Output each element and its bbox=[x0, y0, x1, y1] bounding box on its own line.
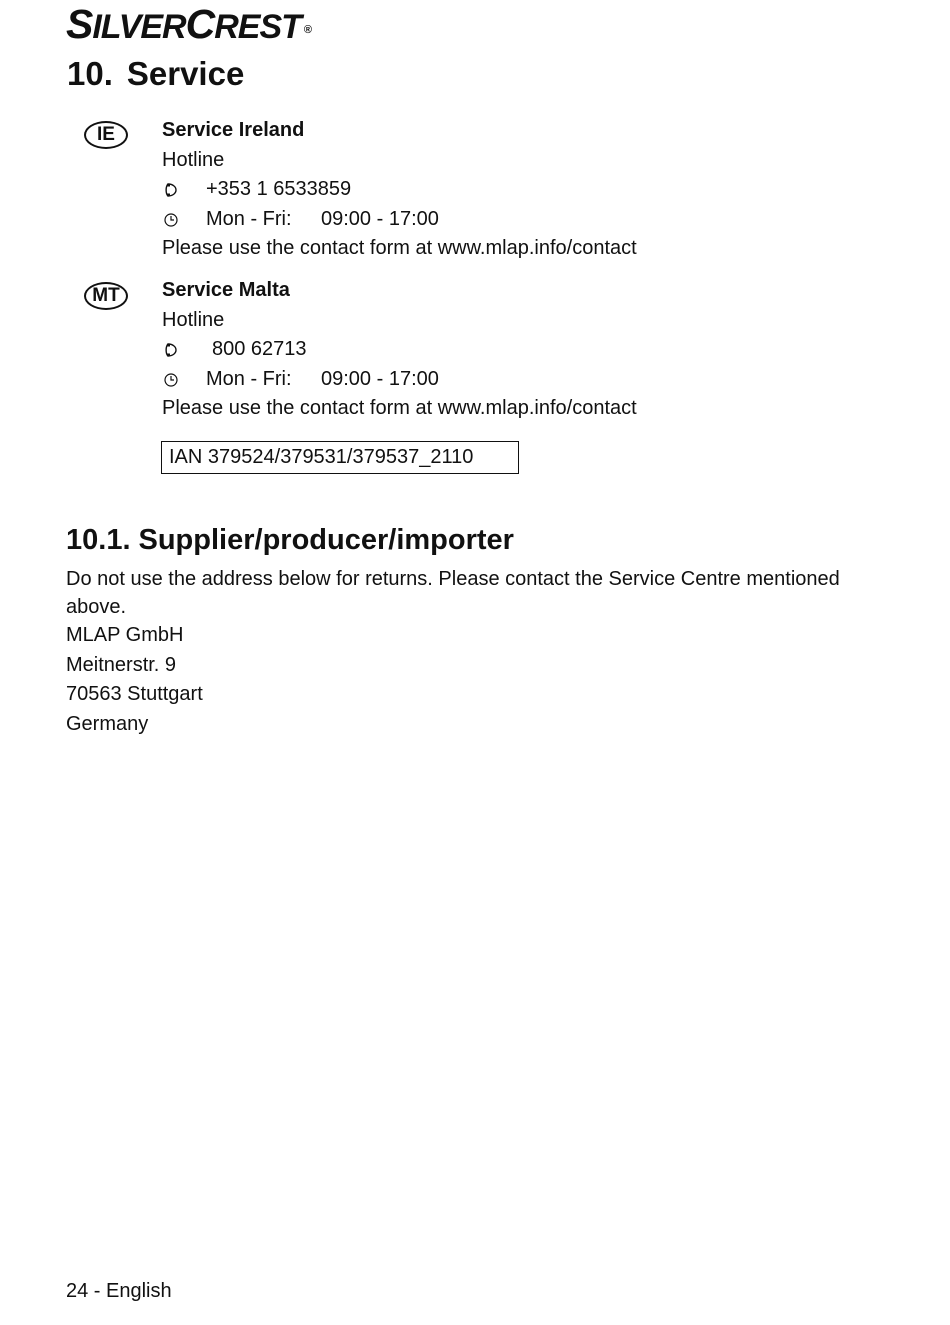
hours-row bbox=[162, 365, 637, 395]
section-heading bbox=[67, 54, 244, 94]
contact-note: Please use the contact form at www.mlap.info/contact bbox=[162, 237, 637, 259]
hotline-label: Hotline bbox=[162, 308, 225, 331]
registered-mark: ® bbox=[303, 24, 312, 36]
clock-icon bbox=[164, 373, 178, 387]
subsection-number: 10.1. bbox=[66, 524, 131, 556]
ian-number-box: IAN 379524/379531/379537_2110 bbox=[161, 441, 519, 474]
country-badge-ie: IE bbox=[84, 121, 128, 149]
silvercrest-logo: SILVERCREST ® bbox=[66, 1, 312, 47]
address-line: Germany bbox=[66, 712, 149, 735]
service-title: Service Malta bbox=[162, 279, 290, 301]
hours-row bbox=[162, 205, 637, 235]
phone-row bbox=[162, 335, 637, 365]
service-ireland-block bbox=[162, 116, 637, 264]
phone-row bbox=[162, 175, 637, 205]
returns-notice: Do not use the address below for returns. Please contact the Service Centre mentioned above. bbox=[66, 568, 840, 618]
hours-days: Mon - Fri: bbox=[206, 207, 292, 230]
section-title: Service bbox=[126, 55, 245, 92]
section-number: 10. bbox=[67, 55, 113, 92]
hours-time: 09:00 - 17:00 bbox=[321, 367, 439, 390]
phone-icon bbox=[164, 343, 178, 357]
country-badge-mt: MT bbox=[84, 282, 128, 310]
service-title: Service Ireland bbox=[162, 119, 305, 141]
phone-icon bbox=[164, 183, 178, 197]
hours-time: 09:00 - 17:00 bbox=[321, 207, 439, 230]
address-line: MLAP GmbH bbox=[66, 624, 184, 646]
contact-note: Please use the contact form at www.mlap.info/contact bbox=[162, 397, 637, 419]
subsection-title: Supplier/producer/importer bbox=[138, 524, 514, 556]
phone-number: +353 1 6533859 bbox=[206, 178, 352, 200]
clock-icon bbox=[164, 213, 178, 227]
service-malta-block bbox=[162, 276, 637, 424]
address-line: Meitnerstr. 9 bbox=[66, 653, 177, 676]
subsection-heading bbox=[66, 520, 514, 560]
address-line: 70563 Stuttgart bbox=[66, 683, 203, 705]
phone-number: 800 62713 bbox=[212, 338, 307, 360]
hotline-label: Hotline bbox=[162, 148, 225, 171]
hours-days: Mon - Fri: bbox=[206, 367, 292, 390]
supplier-address bbox=[66, 621, 203, 739]
page-footer: 24 - English bbox=[66, 1280, 172, 1302]
